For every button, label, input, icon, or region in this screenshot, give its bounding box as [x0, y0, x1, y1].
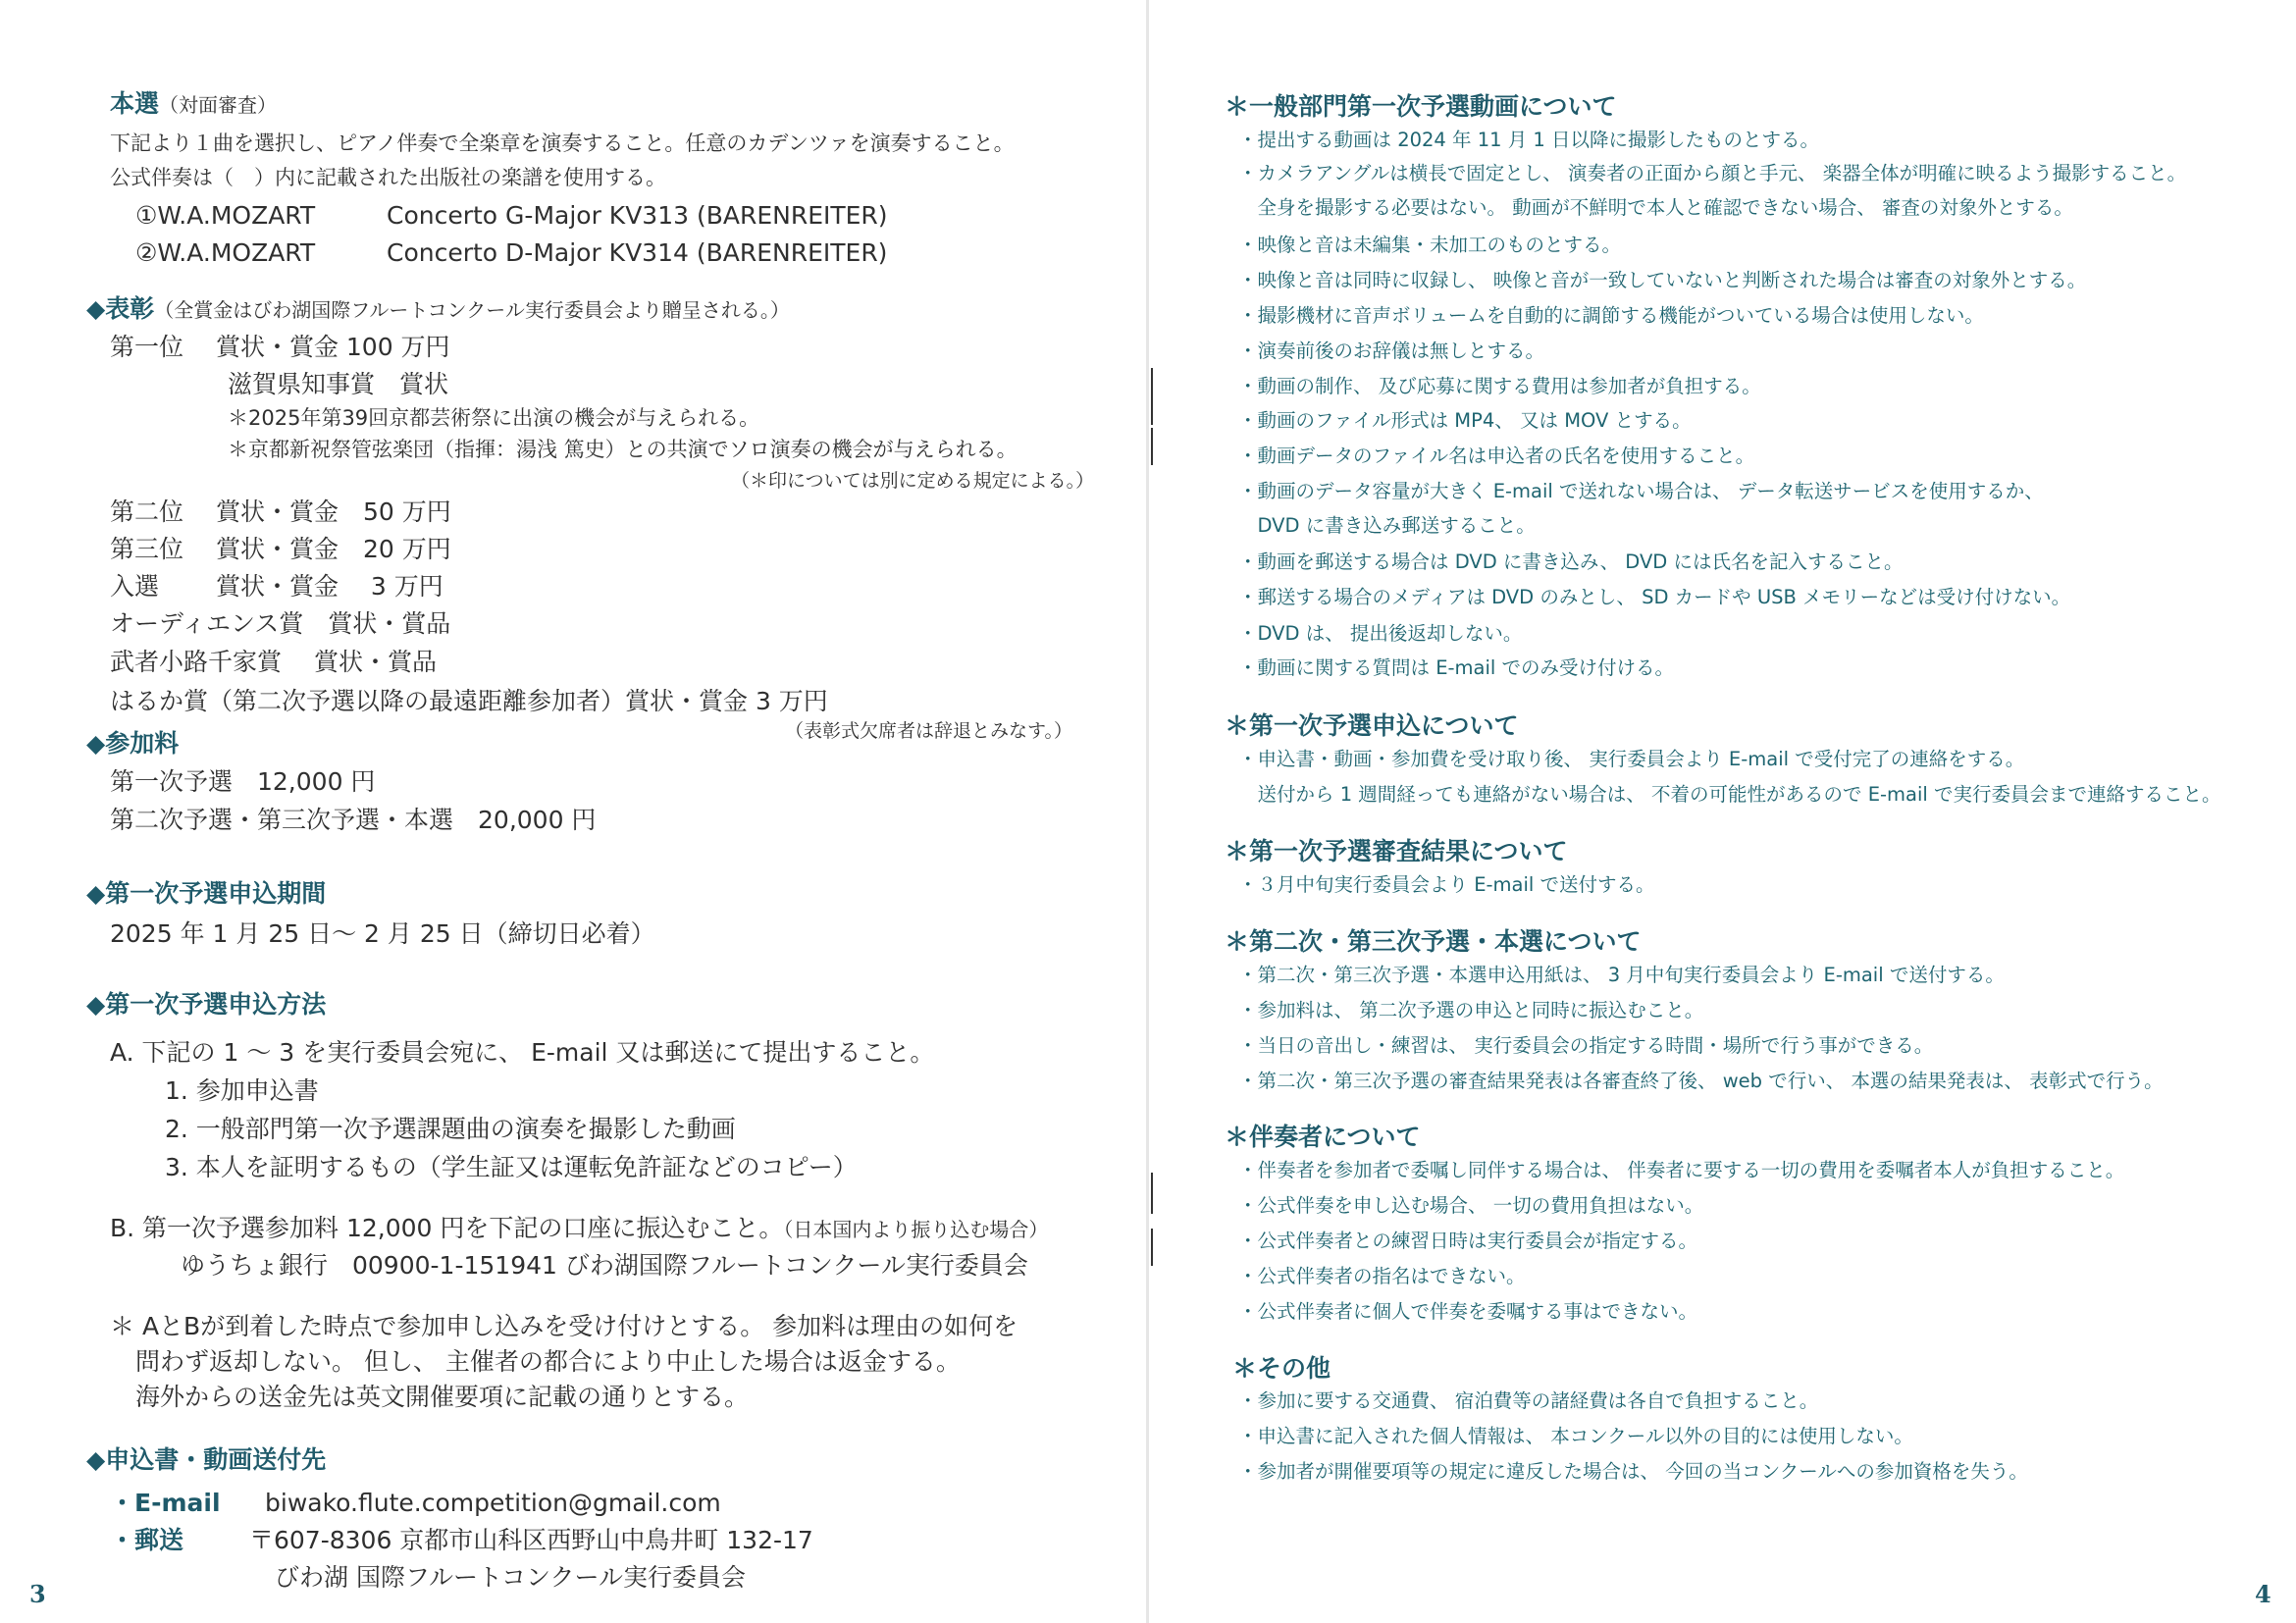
award-heading: ◆表彰（全賞金はびわ湖国際フルートコンクール実行委員会より贈呈される。） — [86, 294, 790, 323]
email-label: ・E-mail — [110, 1489, 221, 1517]
video-rule: ・動画のデータ容量が大きく E-mail で送れない場合は、 データ転送サービスを使用するか、 — [1238, 480, 2044, 502]
video-rule: DVD に書き込み郵送すること。 — [1238, 514, 1536, 537]
later-rule: ・第二次・第三次予選の審査結果発表は各審査終了後、 web で行い、 本選の結果発表は、 表彰式で行う。 — [1238, 1070, 2164, 1092]
fee-first: 第一次予選 12,000 円 — [110, 767, 376, 796]
method-heading: ◆第一次予選申込方法 — [86, 990, 327, 1019]
method-item: 2. 一般部門第一次予選課題曲の演奏を撮影した動画 — [165, 1115, 736, 1143]
award-audience: オーディエンス賞 賞状・賞品 — [110, 609, 451, 638]
accompanist-rule: ・公式伴奏者の指名はできない。 — [1238, 1265, 1526, 1287]
video-rule: ・映像と音は同時に収録し、 映像と音が一致していないと判断された場合は審査の対象外とする。 — [1238, 269, 2087, 291]
video-rule: ・DVD は、 提出後返却しない。 — [1238, 622, 1523, 645]
method-item: 3. 本人を証明するもの（学生証又は運転免許証などのコピー） — [165, 1153, 858, 1181]
accompanist-rule: ・伴奏者を参加者で委嘱し同伴する場合は、 伴奏者に要する一切の費用を委嘱者本人が負担すること。 — [1238, 1159, 2125, 1181]
period-heading: ◆第一次予選申込期間 — [86, 879, 327, 908]
method-item: 1. 参加申込書 — [165, 1076, 319, 1105]
payment-note: ＊ AとBが到着した時点で参加申し込みを受け付けとする。 参加料は理由の如何を — [110, 1312, 1018, 1340]
piece-number: ②W.A.MOZART — [135, 238, 316, 267]
video-rule: ・動画のファイル形式は MP4、 又は MOV とする。 — [1238, 409, 1692, 432]
award-absent-note: （表彰式欠席者は辞退とみなす。） — [785, 720, 1072, 742]
award-haruka: はるか賞（第二次予選以降の最遠距離参加者）賞状・賞金 3 万円 — [110, 687, 828, 715]
email-row — [110, 1486, 721, 1521]
apply-rule: ・申込書・動画・参加費を受け取り後、 実行委員会より E-mail で受付完了の連絡をする。 — [1238, 748, 2025, 770]
video-rule: 全身を撮影する必要はない。 動画が不鮮明で本人と確認できない場合、 審査の対象外とする。 — [1238, 196, 2073, 219]
honsen-line: 公式伴奏は（ ）内に記載された出版社の楽譜を使用する。 — [110, 166, 666, 189]
accompanist-rule: ・公式伴奏者との練習日時は実行委員会が指定する。 — [1238, 1230, 1698, 1252]
award-gov: 滋賀県知事賞 賞状 — [228, 370, 449, 398]
page-number: 4 — [2255, 1580, 2271, 1608]
period-value: 2025 年 1 月 25 日～ 2 月 25 日（締切日必着） — [110, 919, 655, 948]
right-page — [1148, 0, 2296, 1623]
result-heading: ＊第一次予選審査結果について — [1225, 837, 1568, 865]
video-rule: ・演奏前後のお辞儀は無しとする。 — [1238, 340, 1545, 362]
later-rule: ・第二次・第三次予選・本選申込用紙は、 3 月中旬実行委員会より E-mail で送付する。 — [1238, 964, 2005, 986]
video-rule: ・撮影機材に音声ボリュームを自動的に調節する機能がついている場合は使用しない。 — [1238, 304, 1984, 327]
video-rule: ・カメラアングルは横長で固定とし、 演奏者の正面から顔と手元、 楽器全体が明確に映るよう撮影すること。 — [1238, 162, 2187, 184]
video-rule: ・提出する動画は 2024 年 11 月 1 日以降に撮影したものとする。 — [1238, 129, 1820, 151]
other-heading: ＊その他 — [1232, 1354, 1331, 1383]
apply-heading: ＊第一次予選申込について — [1225, 711, 1519, 740]
honsen-line: 下記より１曲を選択し、ピアノ伴奏で全楽章を演奏すること。任意のカデンツァを演奏すること。 — [110, 131, 1015, 155]
award-star: ＊2025年第39回京都芸術祭に出演の機会が与えられる。 — [228, 406, 760, 430]
later-rule: ・参加料は、 第二次予選の申込と同時に振込むこと。 — [1238, 999, 1704, 1021]
award-mushanokoji: 武者小路千家賞 賞状・賞品 — [110, 648, 437, 676]
piece-number: ①W.A.MOZART — [135, 201, 316, 230]
video-heading: ＊一般部門第一次予選動画について — [1225, 92, 1617, 121]
other-rule: ・参加に要する交通費、 宿泊費等の諸経費は各自で負担すること。 — [1238, 1389, 1819, 1412]
award-third: 第三位 賞状・賞金 20 万円 — [110, 535, 451, 563]
method-b: B. 第一次予選参加料 12,000 円を下記の口座に振込むこと。（日本国内より振り込む場合） — [110, 1214, 1049, 1242]
other-rule: ・申込書に記入された個人情報は、 本コンクール以外の目的には使用しない。 — [1238, 1425, 1913, 1447]
piece-title: Concerto D-Major KV314 (BARENREITER) — [387, 238, 888, 267]
post-address: 〒607-8306 京都市山科区西野山中鳥井町 132-17 — [249, 1526, 813, 1554]
piece-title: Concerto G-Major KV313 (BARENREITER) — [387, 201, 888, 230]
post-recipient: びわ湖 国際フルートコンクール実行委員会 — [275, 1563, 746, 1592]
bank-account: ゆうちょ銀行 00900-1-151941 びわ湖国際フルートコンクール実行委員会 — [181, 1251, 1028, 1280]
later-rule: ・当日の音出し・練習は、 実行委員会の指定する時間・場所で行う事ができる。 — [1238, 1034, 1934, 1057]
video-rule: ・映像と音は未編集・未加工のものとする。 — [1238, 234, 1622, 256]
post-row — [110, 1523, 813, 1558]
award-star-note: （＊印については別に定める規定による。） — [731, 470, 1095, 492]
video-rule: ・動画を郵送する場合は DVD に書き込み、 DVD には氏名を記入すること。 — [1238, 550, 1904, 573]
later-heading: ＊第二次・第三次予選・本選について — [1225, 927, 1642, 956]
video-rule: ・郵送する場合のメディアは DVD のみとし、 SD カードや USB メモリーなどは受け付けない。 — [1238, 586, 2071, 608]
award-nyusen: 入選 賞状・賞金 3 万円 — [110, 572, 444, 601]
award-star: ＊京都新祝祭管弦楽団（指揮：湯浅 篤史）との共演でソロ演奏の機会が与えられる。 — [228, 438, 1018, 461]
page-number: 3 — [29, 1580, 46, 1608]
other-rule: ・参加者が開催要項等の規定に違反した場合は、 今回の当コンクールへの参加資格を失う。 — [1238, 1460, 2028, 1483]
email-address[interactable]: biwako.flute.competition@gmail.com — [265, 1489, 721, 1517]
payment-note: 問わず返却しない。 但し、 主催者の都合により中止した場合は返金する。 — [135, 1347, 961, 1376]
method-a: A. 下記の 1 ～ 3 を実行委員会宛に、 E-mail 又は郵送にて提出すること。 — [110, 1038, 935, 1067]
apply-rule: 送付から 1 週間経っても連絡がない場合は、 不着の可能性があるので E-mail で実行委員会まで連絡すること。 — [1238, 783, 2221, 806]
video-rule: ・動画に関する質問は E-mail でのみ受け付ける。 — [1238, 656, 1675, 679]
video-rule: ・動画の制作、 及び応募に関する費用は参加者が負担する。 — [1238, 375, 1761, 397]
award-second: 第二位 賞状・賞金 50 万円 — [110, 497, 451, 526]
destination-heading: ◆申込書・動画送付先 — [86, 1445, 327, 1474]
accompanist-rule: ・公式伴奏者に個人で伴奏を委嘱する事はできない。 — [1238, 1300, 1698, 1323]
fee-later: 第二次予選・第三次予選・本選 20,000 円 — [110, 806, 597, 834]
payment-note: 海外からの送金先は英文開催要項に記載の通りとする。 — [135, 1383, 750, 1411]
fee-heading: ◆参加料 — [86, 729, 180, 758]
result-rule: ・３月中旬実行委員会より E-mail で送付する。 — [1238, 873, 1655, 896]
honsen-heading: 本選（対面審査） — [110, 89, 278, 118]
accompanist-heading: ＊伴奏者について — [1225, 1123, 1421, 1151]
accompanist-rule: ・公式伴奏を申し込む場合、 一切の費用負担はない。 — [1238, 1194, 1704, 1217]
post-label: ・郵送 — [110, 1526, 184, 1554]
award-first: 第一位 賞状・賞金 100 万円 — [110, 333, 450, 361]
video-rule: ・動画データのファイル名は申込者の氏名を使用すること。 — [1238, 445, 1755, 467]
